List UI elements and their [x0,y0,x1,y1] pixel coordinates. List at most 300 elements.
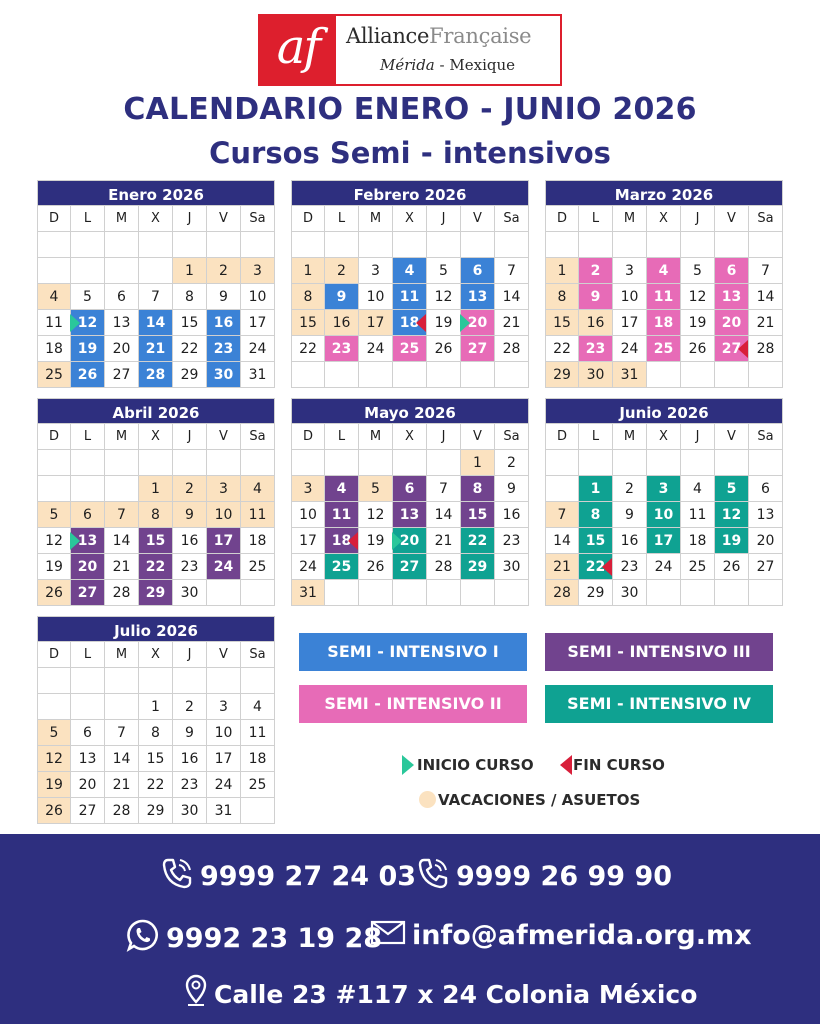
day-cell: 11 [37,310,71,336]
legend-course-start: INICIO CURSO [417,756,534,774]
month-grid [545,424,783,606]
day-cell: 8 [579,502,613,528]
day-cell: 15 [545,310,579,336]
empty-day-cell [461,232,495,258]
day-cell: 12 [427,284,461,310]
day-cell: 20 [105,336,139,362]
weekday-header: V [715,206,749,232]
day-cell: 6 [715,258,749,284]
day-cell: 27 [461,336,495,362]
day-cell: 31 [241,362,275,388]
day-cell: 6 [105,284,139,310]
day-cell: 22 [139,554,173,580]
weekday-header: J [173,206,207,232]
phone-icon [160,856,194,897]
day-cell: 16 [613,528,647,554]
logo-name [346,24,531,48]
empty-day-cell [681,362,715,388]
month-grid [37,424,275,606]
day-cell: 31 [207,798,241,824]
day-cell: 18 [37,336,71,362]
day-cell: 23 [579,336,613,362]
empty-day-cell [359,362,393,388]
empty-day-cell [681,450,715,476]
day-cell: 19 [37,772,71,798]
weekday-header: D [37,206,71,232]
weekday-header: X [139,424,173,450]
day-cell: 29 [461,554,495,580]
day-cell: 30 [207,362,241,388]
day-cell: 2 [495,450,529,476]
weekday-header: X [647,424,681,450]
weekday-header: X [393,424,427,450]
day-cell: 15 [139,528,173,554]
day-cell: 4 [241,476,275,502]
day-cell: 12 [359,502,393,528]
empty-day-cell [681,232,715,258]
empty-day-cell [325,450,359,476]
day-cell: 24 [241,336,275,362]
day-cell: 10 [647,502,681,528]
day-cell: 13 [749,502,783,528]
day-cell: 22 [545,336,579,362]
weekday-header: M [613,206,647,232]
day-cell: 10 [207,502,241,528]
day-cell: 1 [461,450,495,476]
empty-day-cell [359,450,393,476]
day-cell: 8 [461,476,495,502]
day-cell: 1 [139,694,173,720]
month-grid [545,206,783,388]
weekday-header: Sa [495,424,529,450]
weekday-header: X [139,642,173,668]
day-cell: 30 [579,362,613,388]
day-cell: 20 [749,528,783,554]
day-cell: 17 [359,310,393,336]
month-grid [37,642,275,824]
empty-day-cell [173,450,207,476]
day-cell: 5 [715,476,749,502]
weekday-header: D [37,424,71,450]
day-cell: 26 [71,362,105,388]
day-cell: 25 [393,336,427,362]
empty-day-cell [393,232,427,258]
day-cell: 26 [37,798,71,824]
day-cell: 14 [545,528,579,554]
empty-day-cell [37,450,71,476]
day-cell: 20 [715,310,749,336]
whatsapp-number[interactable]: 9992 23 19 28 [166,923,383,954]
month-title: Julio 2026 [37,616,275,642]
empty-day-cell [427,580,461,606]
weekday-header: V [207,206,241,232]
day-cell: 2 [173,694,207,720]
month-title: Enero 2026 [37,180,275,206]
course-start-marker-icon [402,755,414,775]
day-cell: 20 [393,528,427,554]
month-calendar-junio [545,398,783,606]
location-pin-icon [184,974,208,1014]
day-cell: 19 [715,528,749,554]
day-cell: 24 [291,554,325,580]
day-cell: 14 [427,502,461,528]
weekday-header: Sa [241,206,275,232]
day-cell: 6 [71,502,105,528]
day-cell: 13 [393,502,427,528]
day-cell: 24 [207,554,241,580]
empty-day-cell [173,232,207,258]
logo-location [380,56,515,74]
day-cell: 24 [613,336,647,362]
page-subtitle: Cursos Semi - intensivos [209,136,611,170]
empty-day-cell [207,668,241,694]
day-cell: 13 [105,310,139,336]
day-cell: 18 [325,528,359,554]
day-cell: 23 [173,772,207,798]
day-cell: 12 [71,310,105,336]
month-title: Marzo 2026 [545,180,783,206]
empty-day-cell [325,362,359,388]
month-grid [291,206,529,388]
day-cell: 14 [105,528,139,554]
empty-day-cell [613,232,647,258]
day-cell: 10 [291,502,325,528]
empty-day-cell [71,476,105,502]
weekday-header: J [681,206,715,232]
page-title: CALENDARIO ENERO - JUNIO 2026 [123,92,697,127]
empty-day-cell [427,362,461,388]
weekday-header: M [613,424,647,450]
day-cell: 1 [579,476,613,502]
day-cell: 16 [207,310,241,336]
month-calendar-marzo [545,180,783,388]
day-cell: 6 [749,476,783,502]
weekday-header: M [105,206,139,232]
day-cell: 21 [105,772,139,798]
day-cell: 4 [647,258,681,284]
phone-number-1[interactable]: 9999 27 24 03 [200,861,417,892]
logo-city: Mérida [380,56,435,74]
empty-day-cell [749,450,783,476]
empty-day-cell [495,580,529,606]
empty-day-cell [495,362,529,388]
empty-day-cell [613,450,647,476]
legend-holidays: VACACIONES / ASUETOS [438,791,641,809]
day-cell: 30 [173,798,207,824]
day-cell: 8 [173,284,207,310]
day-cell: 5 [681,258,715,284]
day-cell: 12 [715,502,749,528]
weekday-header: M [359,424,393,450]
day-cell: 6 [393,476,427,502]
weekday-header: M [105,642,139,668]
month-calendar-julio [37,616,275,824]
day-cell: 7 [105,502,139,528]
day-cell: 13 [461,284,495,310]
day-cell: 11 [241,502,275,528]
month-title: Mayo 2026 [291,398,529,424]
day-cell: 3 [241,258,275,284]
day-cell: 16 [579,310,613,336]
day-cell: 24 [359,336,393,362]
day-cell: 4 [325,476,359,502]
weekday-header: M [105,424,139,450]
day-cell: 19 [37,554,71,580]
empty-day-cell [37,232,71,258]
phone-number-2[interactable]: 9999 26 99 90 [456,861,673,892]
day-cell: 18 [241,746,275,772]
month-grid [37,206,275,388]
empty-day-cell [393,450,427,476]
day-cell: 23 [173,554,207,580]
empty-day-cell [71,232,105,258]
empty-day-cell [37,258,71,284]
day-cell: 18 [393,310,427,336]
empty-day-cell [139,450,173,476]
empty-day-cell [715,362,749,388]
weekday-header: X [393,206,427,232]
empty-day-cell [71,694,105,720]
day-cell: 18 [241,528,275,554]
empty-day-cell [325,232,359,258]
day-cell: 9 [613,502,647,528]
empty-day-cell [647,450,681,476]
day-cell: 18 [681,528,715,554]
day-cell: 29 [545,362,579,388]
weekday-header: D [545,206,579,232]
address: Calle 23 #117 x 24 Colonia México [214,979,698,1009]
empty-day-cell [393,362,427,388]
day-cell: 29 [173,362,207,388]
day-cell: 3 [359,258,393,284]
day-cell: 29 [139,798,173,824]
day-cell: 30 [495,554,529,580]
day-cell: 3 [207,694,241,720]
phone-line-2 [416,856,672,897]
empty-day-cell [291,362,325,388]
day-cell: 12 [37,746,71,772]
day-cell: 23 [495,528,529,554]
day-cell: 3 [647,476,681,502]
day-cell: 26 [359,554,393,580]
empty-day-cell [749,362,783,388]
weekday-header: L [579,206,613,232]
day-cell: 23 [325,336,359,362]
empty-day-cell [291,450,325,476]
day-cell: 29 [139,580,173,606]
day-cell: 24 [647,554,681,580]
day-cell: 2 [579,258,613,284]
day-cell: 12 [37,528,71,554]
email-address[interactable]: info@afmerida.org.mx [412,920,752,951]
phone-line-1 [160,856,416,897]
day-cell: 1 [173,258,207,284]
day-cell: 22 [173,336,207,362]
month-title: Junio 2026 [545,398,783,424]
day-cell: 3 [291,476,325,502]
day-cell: 27 [393,554,427,580]
empty-day-cell [71,450,105,476]
day-cell: 9 [173,502,207,528]
empty-day-cell [647,362,681,388]
day-cell: 2 [325,258,359,284]
weekday-header: Sa [241,424,275,450]
day-cell: 15 [461,502,495,528]
empty-day-cell [495,232,529,258]
empty-day-cell [241,798,275,824]
day-cell: 20 [461,310,495,336]
day-cell: 21 [545,554,579,580]
empty-day-cell [37,668,71,694]
day-cell: 5 [427,258,461,284]
empty-day-cell [105,450,139,476]
empty-day-cell [105,668,139,694]
day-cell: 25 [241,772,275,798]
empty-day-cell [545,232,579,258]
weekday-header: V [207,424,241,450]
day-cell: 17 [291,528,325,554]
day-cell: 5 [37,720,71,746]
alliance-francaise-logo [258,14,562,86]
empty-day-cell [545,450,579,476]
email-line [370,918,752,953]
empty-day-cell [359,580,393,606]
month-calendar-enero [37,180,275,388]
empty-day-cell [393,580,427,606]
weekday-header: Sa [749,206,783,232]
day-cell: 11 [241,720,275,746]
weekday-header: Sa [495,206,529,232]
day-cell: 17 [207,528,241,554]
day-cell: 10 [613,284,647,310]
empty-day-cell [461,362,495,388]
logo-name-first: Alliance [346,24,430,48]
day-cell: 27 [715,336,749,362]
day-cell: 17 [613,310,647,336]
month-title: Febrero 2026 [291,180,529,206]
day-cell: 4 [241,694,275,720]
day-cell: 15 [139,746,173,772]
empty-day-cell [681,580,715,606]
day-cell: 10 [241,284,275,310]
empty-day-cell [749,232,783,258]
day-cell: 11 [325,502,359,528]
day-cell: 31 [613,362,647,388]
day-cell: 26 [427,336,461,362]
weekday-header: L [325,424,359,450]
empty-day-cell [359,232,393,258]
day-cell: 7 [495,258,529,284]
empty-day-cell [579,450,613,476]
day-cell: 8 [545,284,579,310]
day-cell: 22 [139,772,173,798]
weekday-header: D [37,642,71,668]
weekday-header: D [545,424,579,450]
empty-day-cell [105,476,139,502]
empty-day-cell [241,668,275,694]
day-cell: 16 [495,502,529,528]
contact-footer [0,834,820,1024]
empty-day-cell [715,232,749,258]
day-cell: 2 [173,476,207,502]
day-cell: 17 [241,310,275,336]
weekday-header: X [139,206,173,232]
weekday-header: V [461,424,495,450]
day-cell: 21 [495,310,529,336]
month-grid [291,424,529,606]
day-cell: 26 [681,336,715,362]
day-cell: 23 [207,336,241,362]
day-cell: 22 [291,336,325,362]
empty-day-cell [241,580,275,606]
day-cell: 9 [207,284,241,310]
day-cell: 9 [173,720,207,746]
address-line [184,974,697,1014]
weekday-header: L [71,206,105,232]
weekday-header: L [71,424,105,450]
day-cell: 10 [359,284,393,310]
day-cell: 28 [545,580,579,606]
day-cell: 8 [291,284,325,310]
empty-day-cell [291,232,325,258]
month-calendar-febrero [291,180,529,388]
empty-day-cell [105,258,139,284]
day-cell: 19 [427,310,461,336]
day-cell: 7 [139,284,173,310]
day-cell: 7 [545,502,579,528]
day-cell: 17 [647,528,681,554]
empty-day-cell [139,668,173,694]
day-cell: 30 [613,580,647,606]
logo-mark: af [260,16,336,84]
empty-day-cell [173,668,207,694]
day-cell: 24 [207,772,241,798]
day-cell: 25 [241,554,275,580]
day-cell: 16 [173,746,207,772]
empty-day-cell [71,258,105,284]
day-cell: 5 [71,284,105,310]
logo-country: - Mexique [439,56,515,74]
day-cell: 4 [681,476,715,502]
day-cell: 18 [647,310,681,336]
day-cell: 28 [105,798,139,824]
day-cell: 27 [749,554,783,580]
whatsapp-line [126,918,382,959]
empty-day-cell [241,450,275,476]
weekday-header: J [173,424,207,450]
empty-day-cell [207,580,241,606]
empty-day-cell [749,580,783,606]
weekday-header: L [71,642,105,668]
day-cell: 8 [139,720,173,746]
weekday-header: J [173,642,207,668]
empty-day-cell [545,476,579,502]
day-cell: 19 [359,528,393,554]
day-cell: 5 [37,502,71,528]
weekday-header: D [291,424,325,450]
empty-day-cell [37,476,71,502]
empty-day-cell [715,580,749,606]
day-cell: 21 [139,336,173,362]
weekday-header: V [715,424,749,450]
day-cell: 6 [71,720,105,746]
month-calendar-abril [37,398,275,606]
day-cell: 15 [173,310,207,336]
day-cell: 28 [105,580,139,606]
day-cell: 9 [325,284,359,310]
holiday-dot-icon [419,791,436,808]
day-cell: 28 [749,336,783,362]
